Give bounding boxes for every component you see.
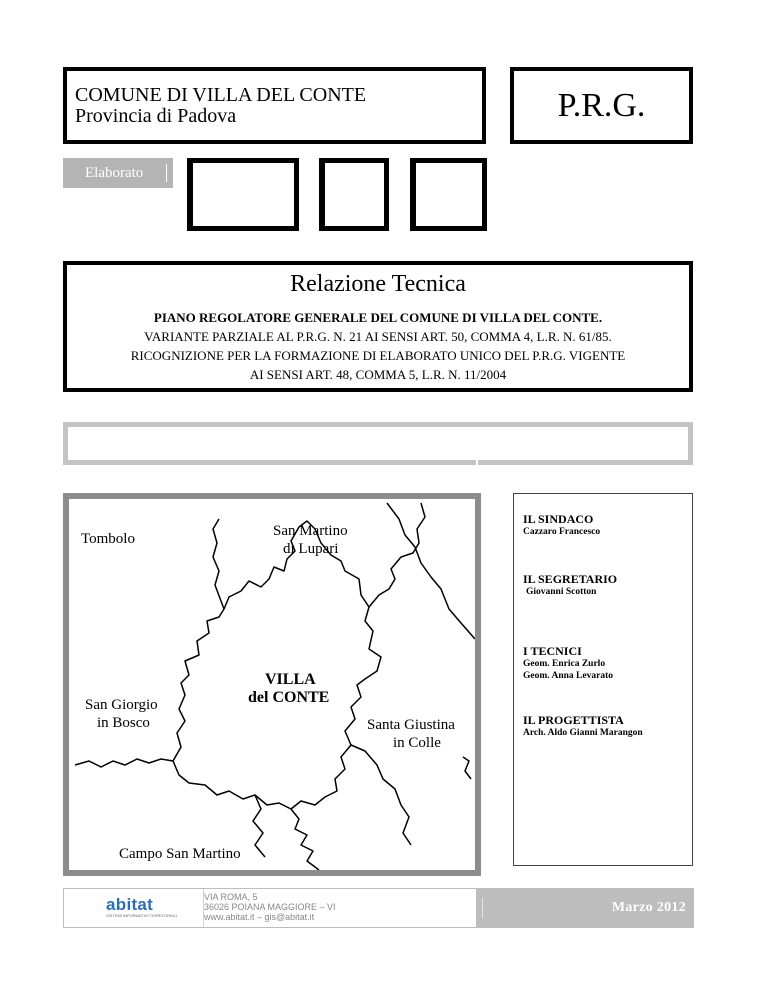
signatures-panel (513, 493, 693, 866)
progettista-title: IL PROGETTISTA (523, 713, 624, 727)
comune-name: COMUNE DI VILLA DEL CONTE (75, 84, 367, 106)
tecnici-name-1: Geom. Enrica Zurlo (523, 659, 606, 669)
map-label-villa-2: del CONTE (248, 689, 330, 706)
logo-subtitle: SISTEMI INFORMATIVI TERRITORIALI (106, 913, 178, 918)
elaborato-label: Elaborato (63, 158, 173, 188)
elaborato-box-1 (187, 158, 299, 231)
tecnici-name-2: Geom. Anna Levarato (523, 671, 613, 681)
elaborato-box-2 (319, 158, 389, 231)
southeast-border (351, 745, 411, 845)
signature-progettista (523, 714, 643, 739)
map-label-san-giorgio-1: San Giorgio (85, 697, 158, 713)
small-east-mark (463, 757, 471, 779)
signature-sindaco (523, 513, 600, 538)
relazione-line-1: PIANO REGOLATORE GENERALE DEL COMUNE DI VILLA DEL CONTE. (153, 310, 603, 325)
west-border (75, 759, 173, 767)
address-street: VIA ROMA, 5 (204, 892, 258, 902)
tecnici-title: I TECNICI (523, 644, 582, 658)
map-label-san-martino-2: di Lupari (283, 541, 339, 557)
comune-header-box (63, 67, 486, 144)
north-border (213, 519, 224, 609)
address-city: 36026 POIANA MAGGIORE – VI (204, 902, 336, 912)
footer-address (203, 889, 476, 927)
map-label-villa-1: VILLA (265, 671, 316, 688)
relazione-line-2: VARIANTE PARZIALE AL P.R.G. N. 21 AI SENSI ART. 50, COMMA 4, L.R. N. 61/85. (144, 329, 612, 344)
segretario-name: Giovanni Scotton (526, 587, 597, 597)
progettista-name: Arch. Aldo Gianni Marangon (523, 728, 643, 738)
south-branch (253, 795, 265, 857)
map-label-tombolo: Tombolo (81, 531, 135, 547)
territory-map (63, 493, 481, 876)
segretario-title: IL SEGRETARIO (523, 572, 618, 586)
signature-tecnici (523, 645, 613, 682)
signature-segretario (523, 573, 617, 598)
sindaco-name: Cazzaro Francesco (523, 527, 601, 537)
empty-subject-bar (63, 422, 693, 465)
relazione-title: Relazione Tecnica (290, 271, 466, 297)
map-label-santa-giustina-2: in Colle (393, 735, 441, 751)
logo-text: abitat (106, 895, 154, 914)
abitat-logo (106, 897, 176, 921)
map-drawing (69, 499, 475, 870)
address-web: www.abitat.it – gis@abitat.it (204, 912, 315, 922)
villa-del-conte-boundary (173, 521, 381, 809)
map-label-santa-giustina-1: Santa Giustina (367, 717, 455, 733)
map-label-san-giorgio-2: in Bosco (97, 715, 150, 731)
relazione-line-3: RICOGNIZIONE PER LA FORMAZIONE DI ELABORATO UNICO DEL P.R.G. VIGENTE (130, 348, 626, 363)
river-line (387, 503, 475, 639)
footer-date: Marzo 2012 (476, 888, 694, 928)
map-label-san-martino-1: San Martino (273, 523, 348, 539)
relazione-line-4: AI SENSI ART. 48, COMMA 5, L.R. N. 11/2004 (249, 367, 507, 382)
provincia-name: Provincia di Padova (75, 105, 237, 127)
east-border (369, 503, 425, 607)
map-label-campo-san-martino: Campo San Martino (119, 846, 241, 862)
prg-title-box (510, 67, 693, 144)
footer-bar (63, 888, 693, 928)
prg-title: P.R.G. (557, 86, 646, 124)
south-border (291, 809, 319, 870)
relazione-box (63, 261, 693, 392)
elaborato-box-3 (410, 158, 487, 231)
sindaco-title: IL SINDACO (523, 512, 594, 526)
